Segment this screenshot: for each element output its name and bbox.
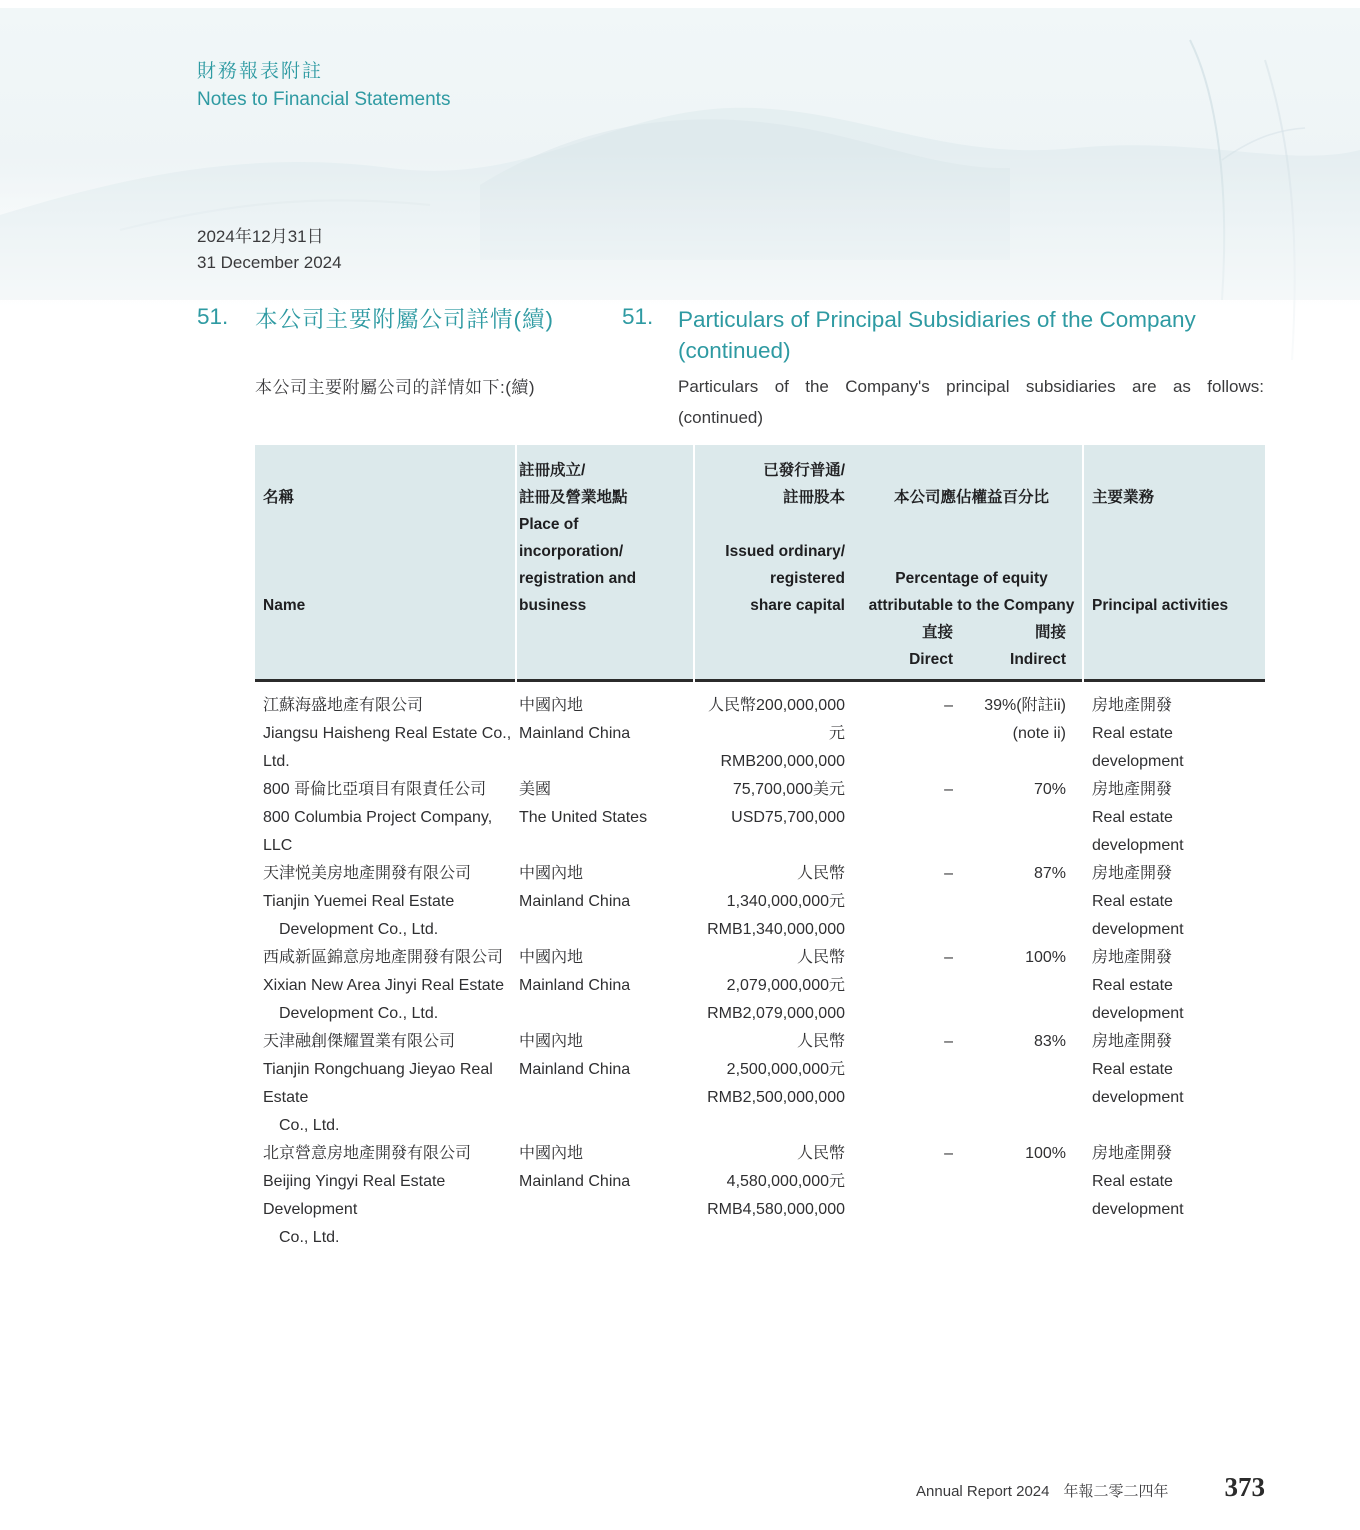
text-line: –	[944, 949, 953, 966]
cell-company-name	[255, 1140, 515, 1252]
text-line: Real estate development	[1092, 893, 1184, 938]
text-line: 87%	[1033, 865, 1066, 882]
text-line: 房地產開發	[1092, 1145, 1173, 1162]
cell-indirect-percentage	[959, 776, 1082, 860]
text-line: –	[944, 1145, 953, 1162]
text-line: registered	[770, 570, 845, 587]
text-line: 天津悦美房地產開發有限公司	[263, 865, 472, 882]
text-line: Development Co., Ltd.	[279, 921, 439, 938]
text-line: Real estate development	[1092, 1061, 1184, 1106]
cell-place-of-incorporation	[517, 692, 693, 776]
page-footer	[255, 1472, 1265, 1503]
text-line: 中國內地	[519, 949, 584, 966]
text-line: –	[944, 865, 953, 882]
text-line: RMB200,000,000	[720, 753, 845, 770]
text-line: 北京營意房地產開發有限公司	[263, 1145, 472, 1162]
text-line: 房地產開發	[1092, 1033, 1173, 1050]
header-cell-activities	[1084, 445, 1265, 682]
cell-place-of-incorporation	[517, 1140, 693, 1252]
text-line: 800 哥倫比亞項目有限責任公司	[263, 781, 487, 798]
text-line: 房地產開發	[1092, 865, 1173, 882]
table-row	[255, 692, 1265, 776]
cell-place-of-incorporation	[517, 944, 693, 1028]
header-cell-percentage	[861, 457, 1082, 619]
header-cell-indirect	[957, 619, 1082, 673]
text-line: 人民幣2,500,000,000元	[726, 1033, 845, 1078]
section-body-en-line1: Particulars of the Company's principal subsidiaries are as follows:	[678, 377, 1264, 396]
text-line: Principal activities	[1092, 597, 1229, 614]
text-line: 70%	[1033, 781, 1066, 798]
text-line: Place of	[519, 516, 579, 533]
header-activities-zh	[1092, 484, 1265, 511]
cell-company-name	[255, 776, 515, 860]
text-line: Xixian New Area Jinyi Real Estate	[263, 977, 504, 994]
text-line: Co., Ltd.	[279, 1117, 340, 1134]
cell-place-of-incorporation	[517, 776, 693, 860]
cell-principal-activities	[1084, 860, 1265, 944]
cell-direct-percentage	[863, 944, 957, 1028]
section-number-zh: 51.	[197, 304, 229, 329]
cell-direct-percentage	[863, 1028, 957, 1140]
header-cell-place	[517, 445, 693, 682]
header-place-en	[519, 511, 693, 619]
cell-principal-activities	[1084, 944, 1265, 1028]
header-percentage-zh	[861, 484, 1082, 511]
header-indirect-en: Indirect	[1010, 651, 1066, 668]
header-name-en	[263, 592, 515, 619]
text-line: 人民幣2,079,000,000元	[726, 949, 845, 994]
table-body	[255, 682, 1265, 1252]
cell-share-capital	[695, 944, 861, 1028]
cell-indirect-percentage	[959, 860, 1082, 944]
text-line: Mainland China	[519, 725, 631, 742]
text-line: RMB2,500,000,000	[707, 1089, 845, 1106]
header-direct-zh: 直接	[921, 624, 953, 641]
text-line: 房地產開發	[1092, 781, 1173, 798]
text-line: 房地產開發	[1092, 697, 1173, 714]
cell-share-capital	[695, 1028, 861, 1140]
header-cell-direct	[861, 619, 957, 673]
cell-indirect-percentage	[959, 1140, 1082, 1252]
text-line: 人民幣1,340,000,000元	[726, 865, 845, 910]
header-direct-en: Direct	[909, 651, 953, 668]
header-indirect-zh: 間接	[1034, 624, 1066, 641]
text-line: –	[944, 697, 953, 714]
text-line: 人民幣4,580,000,000元	[726, 1145, 845, 1190]
text-line: business	[519, 597, 587, 614]
text-line: Mainland China	[519, 1173, 631, 1190]
text-line: attributable to the Company	[868, 597, 1075, 614]
text-line: Real estate development	[1092, 977, 1184, 1022]
section-heading-en: Particulars of Principal Subsidiaries of the Company (continued)	[678, 307, 1196, 363]
report-date-zh: 2024年12月31日	[197, 227, 324, 246]
text-line: (note ii)	[1012, 725, 1066, 742]
text-line: Real estate development	[1092, 1173, 1184, 1218]
text-line: share capital	[750, 597, 845, 614]
text-line: 江蘇海盛地產有限公司	[263, 697, 424, 714]
section-number-en: 51.	[622, 304, 654, 329]
section-body-en	[678, 371, 1264, 433]
text-line: 中國內地	[519, 865, 584, 882]
text-line: 中國內地	[519, 1145, 584, 1162]
text-line: RMB1,340,000,000	[707, 921, 845, 938]
text-line: 名稱	[263, 489, 295, 506]
cell-indirect-percentage	[959, 944, 1082, 1028]
text-line: 100%	[1025, 949, 1066, 966]
footer-report-title-zh: 年報二零二四年	[1063, 1483, 1169, 1500]
document-header	[197, 58, 450, 114]
text-line: 註冊成立/	[519, 462, 586, 479]
table-row	[255, 1140, 1265, 1252]
header-capital-en	[695, 538, 845, 619]
text-line: Mainland China	[519, 977, 631, 994]
cell-company-name	[255, 1028, 515, 1140]
text-line: 註冊及營業地點	[519, 489, 628, 506]
text-line: The United States	[519, 809, 648, 826]
text-line: 人民幣200,000,000元	[708, 697, 845, 742]
table-row	[255, 1028, 1265, 1140]
section-heading-zh: 本公司主要附屬公司詳情(續)	[255, 307, 554, 332]
cell-principal-activities	[1084, 1028, 1265, 1140]
report-date	[197, 224, 342, 276]
text-line: registration and	[519, 570, 637, 587]
header-percentage-en	[861, 565, 1082, 619]
report-date-en: 31 December 2024	[197, 253, 342, 272]
cell-place-of-incorporation	[517, 860, 693, 944]
text-line: incorporation/	[519, 543, 624, 560]
cell-company-name	[255, 860, 515, 944]
text-line: Co., Ltd.	[279, 1229, 340, 1246]
text-line: Percentage of equity	[895, 570, 1048, 587]
cell-direct-percentage	[863, 860, 957, 944]
text-line: 75,700,000美元	[732, 781, 845, 798]
text-line: 西咸新區錦意房地產開發有限公司	[263, 949, 504, 966]
text-line: 83%	[1033, 1033, 1066, 1050]
text-line: 中國內地	[519, 1033, 584, 1050]
table-row	[255, 944, 1265, 1028]
text-line: Jiangsu Haisheng Real Estate Co., Ltd.	[263, 725, 512, 770]
text-line: 100%	[1025, 1145, 1066, 1162]
text-line: Mainland China	[519, 893, 631, 910]
text-line: Tianjin Rongchuang Jieyao Real Estate	[263, 1061, 493, 1106]
header-name-zh	[263, 484, 515, 511]
header-title-en: Notes to Financial Statements	[197, 89, 451, 110]
text-line: Beijing Yingyi Real Estate Development	[263, 1173, 446, 1218]
text-line: RMB4,580,000,000	[707, 1201, 845, 1218]
text-line: Tianjin Yuemei Real Estate	[263, 893, 455, 910]
text-line: 天津融創傑耀置業有限公司	[263, 1033, 456, 1050]
text-line: 已發行普通/	[763, 462, 845, 479]
text-line: Mainland China	[519, 1061, 631, 1078]
cell-principal-activities	[1084, 692, 1265, 776]
text-line: Name	[263, 597, 306, 614]
cell-place-of-incorporation	[517, 1028, 693, 1140]
cell-share-capital	[695, 860, 861, 944]
cell-company-name	[255, 944, 515, 1028]
text-line: 中國內地	[519, 697, 584, 714]
table-row	[255, 776, 1265, 860]
text-line: Issued ordinary/	[725, 543, 845, 560]
text-line: –	[944, 1033, 953, 1050]
text-line: 美國	[519, 781, 552, 798]
section-body-en-line2: (continued)	[678, 408, 764, 427]
section-body-zh: 本公司主要附屬公司的詳情如下:(續)	[255, 378, 536, 397]
cell-principal-activities	[1084, 776, 1265, 860]
text-line: Real estate development	[1092, 809, 1184, 854]
text-line: 註冊股本	[782, 489, 845, 506]
text-line: 房地產開發	[1092, 949, 1173, 966]
footer-report-title-en: Annual Report 2024	[916, 1483, 1050, 1500]
header-capital-zh	[695, 457, 845, 511]
text-line: 800 Columbia Project Company, LLC	[263, 809, 493, 854]
cell-direct-percentage	[863, 1140, 957, 1252]
text-line: RMB2,079,000,000	[707, 1005, 845, 1022]
header-place-zh	[519, 457, 693, 511]
table-header	[255, 445, 1265, 682]
header-cell-name	[255, 445, 515, 682]
cell-indirect-percentage	[959, 1028, 1082, 1140]
text-line: 39%(附註ii)	[984, 697, 1066, 714]
text-line: 主要業務	[1092, 489, 1155, 506]
cell-direct-percentage	[863, 776, 957, 860]
text-line: –	[944, 781, 953, 798]
subsidiaries-table	[255, 445, 1265, 1252]
header-title-zh: 財務報表附註	[197, 61, 324, 82]
cell-share-capital	[695, 692, 861, 776]
header-cell-capital	[695, 457, 861, 619]
header-cell-capital-and-percentage	[695, 445, 1082, 682]
cell-principal-activities	[1084, 1140, 1265, 1252]
cell-indirect-percentage	[959, 692, 1082, 776]
table-row	[255, 860, 1265, 944]
cell-company-name	[255, 692, 515, 776]
text-line: Real estate development	[1092, 725, 1184, 770]
header-activities-en	[1092, 592, 1265, 619]
page-number: 373	[1224, 1472, 1265, 1502]
cell-share-capital	[695, 1140, 861, 1252]
cell-share-capital	[695, 776, 861, 860]
text-line: USD75,700,000	[731, 809, 845, 826]
text-line: Development Co., Ltd.	[279, 1005, 439, 1022]
text-line: 本公司應佔權益百分比	[893, 489, 1049, 506]
cell-direct-percentage	[863, 692, 957, 776]
